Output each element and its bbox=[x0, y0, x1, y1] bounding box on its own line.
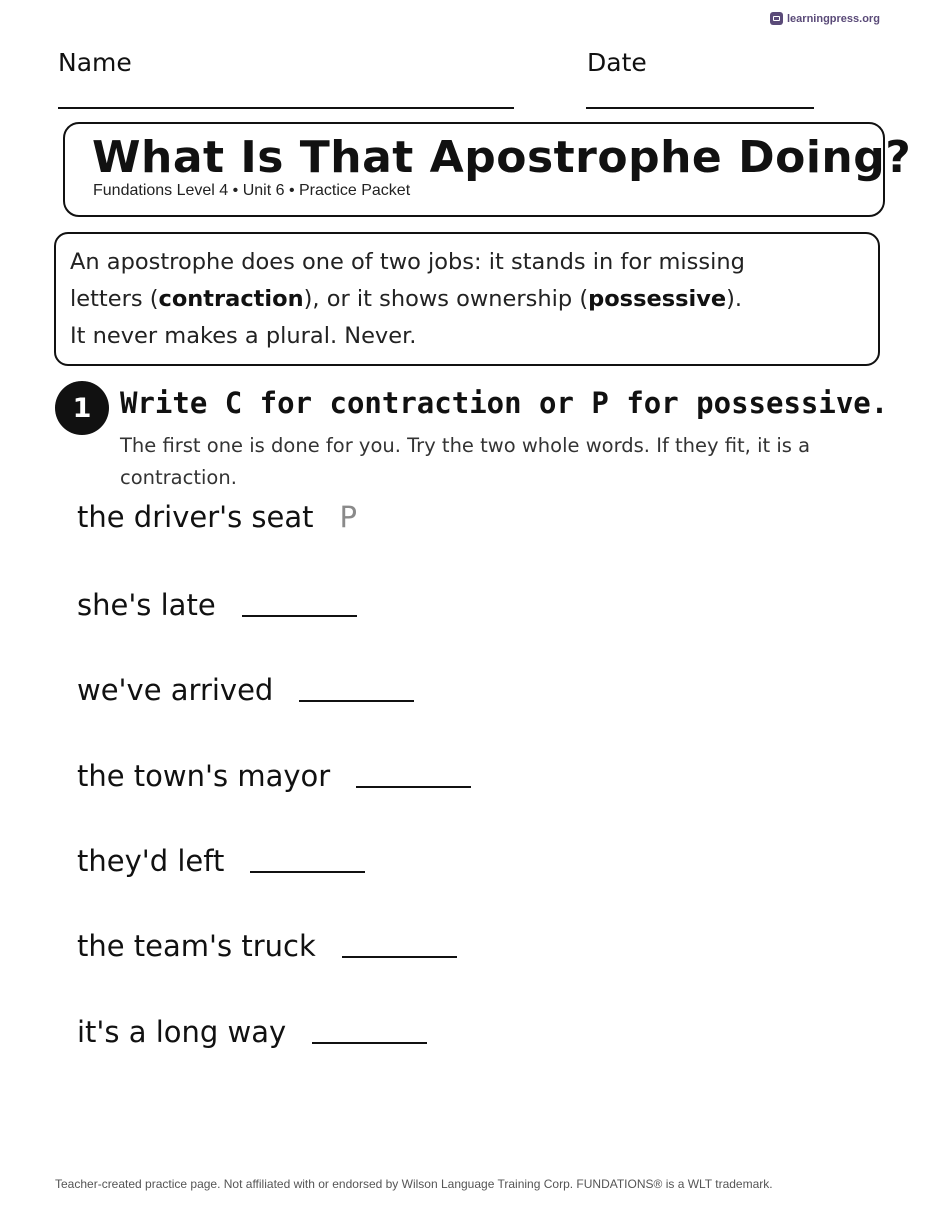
answer-blank[interactable] bbox=[299, 672, 414, 702]
info-line-1: An apostrophe does one of two jobs: it stands in for missing bbox=[70, 249, 745, 275]
answer-blank[interactable] bbox=[356, 758, 471, 788]
brand-text: learningpress.org bbox=[787, 12, 880, 25]
footer-disclaimer: Teacher-created practice page. Not affiliated with or endorsed by Wilson Language Training Corp. FUNDATIONS® is a WLT trademark. bbox=[55, 1177, 773, 1191]
item-phrase: it's a long way bbox=[77, 1015, 287, 1049]
item-phrase: the team's truck bbox=[77, 929, 316, 963]
term-contraction: contraction bbox=[158, 286, 304, 312]
list-item bbox=[77, 1012, 427, 1049]
question-number-badge: 1 bbox=[55, 381, 109, 435]
page-subtitle: Fundations Level 4 • Unit 6 • Practice Packet bbox=[93, 182, 411, 199]
list-item bbox=[77, 585, 357, 622]
list-item bbox=[77, 841, 365, 878]
list-item bbox=[77, 926, 457, 963]
answer-blank[interactable] bbox=[242, 587, 357, 617]
answer-blank[interactable] bbox=[342, 928, 457, 958]
info-line-3: It never makes a plural. Never. bbox=[70, 323, 417, 349]
question-instruction: The first one is done for you. Try the two whole words. If they fit, it is a contraction. bbox=[120, 434, 811, 489]
name-label: Name bbox=[58, 48, 132, 77]
book-icon bbox=[770, 12, 783, 25]
page-title: What Is That Apostrophe Doing? bbox=[92, 132, 912, 183]
list-item bbox=[77, 756, 471, 793]
date-line[interactable] bbox=[586, 107, 814, 109]
list-item bbox=[77, 670, 414, 707]
date-label: Date bbox=[587, 48, 647, 77]
item-phrase: she's late bbox=[77, 588, 216, 622]
title-box bbox=[63, 122, 912, 217]
info-text: letters ( bbox=[70, 286, 159, 312]
list-item bbox=[77, 500, 357, 534]
item-phrase: they'd left bbox=[77, 844, 225, 878]
info-line-2 bbox=[70, 281, 864, 318]
brand-logo bbox=[770, 12, 880, 25]
info-text: ), or it shows ownership ( bbox=[303, 286, 589, 312]
answer-blank[interactable] bbox=[312, 1014, 427, 1044]
question-title: Write C for contraction or P for possessive. bbox=[120, 386, 889, 420]
name-line[interactable] bbox=[58, 107, 514, 109]
item-phrase: the town's mayor bbox=[77, 759, 331, 793]
item-phrase: we've arrived bbox=[77, 673, 274, 707]
answer-blank[interactable] bbox=[250, 843, 365, 873]
info-text: ). bbox=[726, 286, 743, 312]
info-box bbox=[54, 232, 880, 366]
item-phrase: the driver's seat bbox=[77, 500, 314, 534]
term-possessive: possessive bbox=[588, 286, 727, 312]
sample-answer: P bbox=[339, 500, 358, 534]
